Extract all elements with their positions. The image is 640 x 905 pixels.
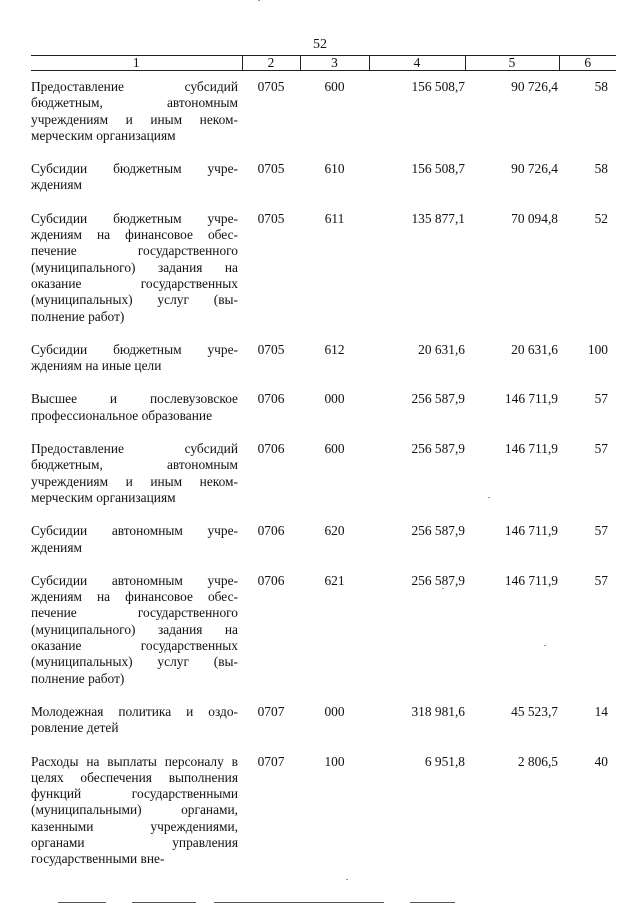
execution-percent: 58: [594, 161, 608, 177]
budget-table: [31, 55, 616, 885]
expense-name: Субсидии бюджетным учреждениям на иные цели: [31, 341, 238, 374]
table-row: [31, 754, 616, 885]
executed-amount: 70 094,8: [511, 210, 558, 226]
table-row: [31, 573, 616, 704]
expense-kind-code: 611: [324, 210, 345, 226]
planned-amount: 156 508,7: [411, 79, 465, 94]
table-body: [31, 71, 616, 885]
expense-kind-code: 610: [324, 161, 345, 177]
expense-kind-code: 000: [324, 391, 345, 407]
planned-amount: 318 981,6: [411, 703, 465, 719]
header-row: [31, 56, 616, 71]
expense-name: Предоставление субсидий бюджетным, автономным учреждениям и иным некоммерческим организациям: [31, 79, 238, 143]
expense-name: Расходы на выплаты персоналу в целях обеспечения выполнения функций государственными (муниципальными) органами, казенными учреждениями, органами управления государственными вне-: [31, 753, 238, 867]
executed-amount: 146 711,9: [504, 523, 558, 539]
planned-amount: 6 951,8: [424, 753, 465, 769]
execution-percent: 58: [594, 79, 608, 94]
bottom-scan-edge: [214, 902, 384, 903]
bottom-scan-edge: [58, 902, 106, 903]
scan-speck: [544, 645, 546, 646]
execution-percent: 100: [587, 341, 608, 357]
planned-amount: 256 587,9: [411, 441, 465, 457]
column-header-4: 4: [369, 56, 465, 71]
execution-percent: 57: [594, 523, 608, 539]
executed-amount: 146 711,9: [504, 391, 558, 407]
scan-speck: [442, 588, 444, 589]
execution-percent: 14: [594, 703, 608, 719]
executed-amount: 45 523,7: [511, 703, 558, 719]
planned-amount: 256 587,9: [411, 572, 465, 588]
planned-amount: 256 587,9: [411, 391, 465, 407]
table-row: [31, 211, 616, 342]
planned-amount: 156 508,7: [411, 161, 465, 177]
planned-amount: 135 877,1: [411, 210, 465, 226]
column-header-2: 2: [242, 56, 300, 71]
column-header-5: 5: [465, 56, 559, 71]
expense-name: Субсидии автономным учреждениям на финансовое обеспечение государственного (муниципального) задания на оказание государственных (муниципальных) услуг (выполнение работ): [31, 572, 238, 686]
expense-kind-code: 621: [324, 572, 345, 588]
scan-speck: [488, 497, 490, 498]
section-code: 0706: [257, 523, 285, 539]
expense-kind-code: 600: [324, 79, 345, 94]
table-row: [31, 71, 616, 162]
table-row: [31, 391, 616, 441]
section-code: 0705: [257, 161, 285, 177]
expense-kind-code: 000: [324, 703, 345, 719]
executed-amount: 2 806,5: [517, 753, 558, 769]
table-row: [31, 704, 616, 754]
table-row: [31, 441, 616, 523]
executed-amount: 90 726,4: [511, 79, 558, 94]
section-code: 0706: [257, 391, 285, 407]
column-header-6: 6: [559, 56, 616, 71]
executed-amount: 90 726,4: [511, 161, 558, 177]
executed-amount: 20 631,6: [511, 341, 558, 357]
planned-amount: 20 631,6: [418, 341, 465, 357]
execution-percent: 57: [594, 441, 608, 457]
expense-kind-code: 620: [324, 523, 345, 539]
planned-amount: 256 587,9: [411, 523, 465, 539]
execution-percent: 57: [594, 572, 608, 588]
section-code: 0706: [257, 572, 285, 588]
execution-percent: 57: [594, 391, 608, 407]
expense-kind-code: 600: [324, 441, 345, 457]
expense-kind-code: 612: [324, 341, 345, 357]
expense-name: Субсидии бюджетным учреждениям на финансовое обеспечение государственного (муниципального) задания на оказание государственных (муниципальных) услуг (выполнение работ): [31, 210, 238, 324]
bottom-scan-edge: [410, 902, 455, 903]
section-code: 0705: [257, 341, 285, 357]
scan-speck: [258, 0, 260, 1]
expense-name: Молодежная политика и оздоровление детей: [31, 703, 238, 736]
expense-name: Высшее и послевузовское профессиональное образование: [31, 391, 238, 423]
section-code: 0707: [257, 753, 285, 769]
section-code: 0705: [257, 210, 285, 226]
executed-amount: 146 711,9: [504, 572, 558, 588]
expense-name: Субсидии автономным учреждениям: [31, 523, 238, 555]
expense-kind-code: 100: [324, 753, 345, 769]
page-number: 52: [313, 37, 327, 52]
execution-percent: 52: [594, 210, 608, 226]
scan-speck: [346, 879, 348, 880]
column-header-1: 1: [31, 56, 242, 71]
table-row: [31, 523, 616, 573]
table-row: [31, 161, 616, 211]
expense-name: Субсидии бюджетным учреждениям: [31, 161, 238, 193]
section-code: 0706: [257, 441, 285, 457]
column-header-3: 3: [300, 56, 369, 71]
execution-percent: 40: [594, 753, 608, 769]
executed-amount: 146 711,9: [504, 441, 558, 457]
table-header: [31, 56, 616, 71]
table-row: [31, 342, 616, 392]
section-code: 0705: [257, 79, 285, 94]
bottom-scan-edge: [132, 902, 196, 903]
section-code: 0707: [257, 703, 285, 719]
expense-name: Предоставление субсидий бюджетным, автономным учреждениям и иным некоммерческим организациям: [31, 441, 238, 505]
